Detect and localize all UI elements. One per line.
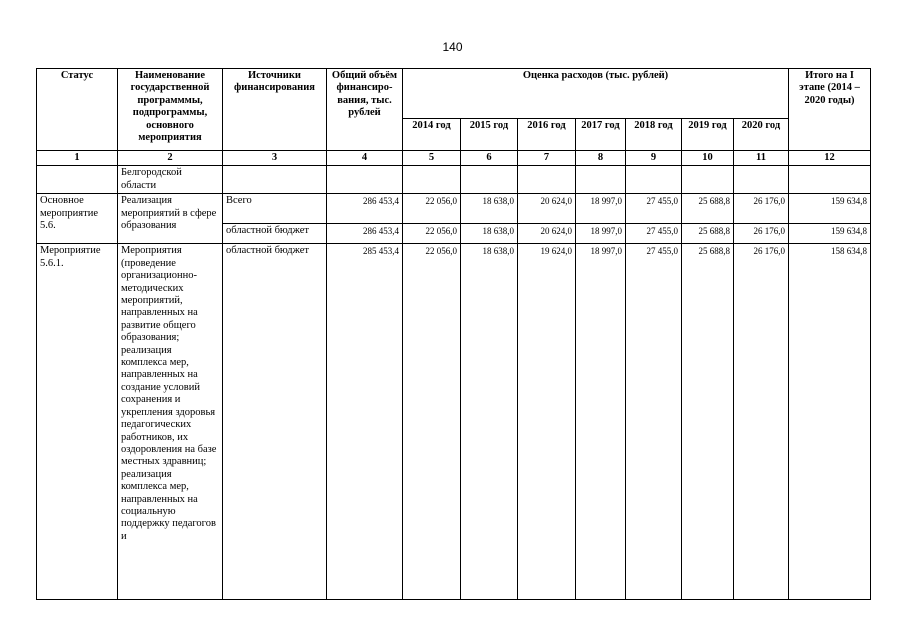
- column-number: 1: [37, 151, 118, 166]
- column-number: 7: [518, 151, 576, 166]
- column-number: 3: [223, 151, 327, 166]
- column-number: 8: [576, 151, 626, 166]
- value-cell: 18 997,0: [576, 194, 626, 224]
- column-number: 6: [461, 151, 518, 166]
- header-year: 2017 год: [576, 119, 626, 151]
- column-number: 5: [403, 151, 461, 166]
- value-cell: 18 638,0: [461, 244, 518, 600]
- value-cell: 25 688,8: [682, 224, 734, 244]
- column-number: 4: [327, 151, 403, 166]
- table-row: [37, 166, 871, 194]
- column-number: 2: [118, 151, 223, 166]
- value-cell: 158 634,8: [789, 244, 871, 600]
- value-cell: 18 638,0: [461, 224, 518, 244]
- source-cell: областной бюджет: [223, 244, 327, 600]
- name-cell: Мероприятия (проведение организационно-методических мероприятий, направленных на развитие общего образования; реализация комплекса мер, направленных на создание условий сохранения и укрепления здоровья педагогических работников, их оздоровления на базе местных здравниц; реализация комплекса мер, направленных на социальную поддержку педагогов и: [118, 244, 223, 600]
- value-cell: 27 455,0: [626, 244, 682, 600]
- value-cell: 159 634,8: [789, 194, 871, 224]
- column-number: 10: [682, 151, 734, 166]
- header-year: 2018 год: [626, 119, 682, 151]
- value-cell: 18 997,0: [576, 224, 626, 244]
- value-cell: 27 455,0: [626, 224, 682, 244]
- header-name: Наименование государственной программмы, подпрограммы, основного мероприятия: [118, 69, 223, 151]
- header-year: 2016 год: [518, 119, 576, 151]
- column-number: 12: [789, 151, 871, 166]
- header-total: Общий объём финансиро-вания, тыс. рублей: [327, 69, 403, 151]
- value-cell: 22 056,0: [403, 224, 461, 244]
- value-cell: 20 624,0: [518, 224, 576, 244]
- value-cell: 25 688,8: [682, 194, 734, 224]
- value-cell: 18 638,0: [461, 194, 518, 224]
- page-number: 140: [442, 40, 463, 54]
- status-cell: Основное мероприятие 5.6.: [37, 194, 118, 244]
- value-cell: 286 453,4: [327, 224, 403, 244]
- header-year: 2015 год: [461, 119, 518, 151]
- source-cell: областной бюджет: [223, 224, 327, 244]
- table-row: [37, 194, 871, 224]
- expenditure-table: [36, 68, 871, 600]
- header-estimate: Оценка расходов (тыс. рублей): [403, 69, 789, 119]
- value-cell: 285 453,4: [327, 244, 403, 600]
- header-status: Статус: [37, 69, 118, 151]
- value-cell: 25 688,8: [682, 244, 734, 600]
- name-cell: Реализация мероприятий в сфере образования: [118, 194, 223, 244]
- continuation-name: Белгородской области: [118, 166, 223, 194]
- value-cell: 26 176,0: [734, 194, 789, 224]
- header-year: 2020 год: [734, 119, 789, 151]
- header-itogo: Итого на I этапе (2014 – 2020 годы): [789, 69, 871, 151]
- table-row: [37, 244, 871, 600]
- value-cell: 20 624,0: [518, 194, 576, 224]
- value-cell: 286 453,4: [327, 194, 403, 224]
- value-cell: 159 634,8: [789, 224, 871, 244]
- value-cell: 26 176,0: [734, 224, 789, 244]
- header-sources: Источники финансирования: [223, 69, 327, 151]
- value-cell: 18 997,0: [576, 244, 626, 600]
- value-cell: 19 624,0: [518, 244, 576, 600]
- column-number: 11: [734, 151, 789, 166]
- value-cell: 22 056,0: [403, 244, 461, 600]
- header-year: 2019 год: [682, 119, 734, 151]
- value-cell: 26 176,0: [734, 244, 789, 600]
- column-number: 9: [626, 151, 682, 166]
- value-cell: 22 056,0: [403, 194, 461, 224]
- status-cell: Мероприятие 5.6.1.: [37, 244, 118, 600]
- header-year: 2014 год: [403, 119, 461, 151]
- value-cell: 27 455,0: [626, 194, 682, 224]
- source-cell: Всего: [223, 194, 327, 224]
